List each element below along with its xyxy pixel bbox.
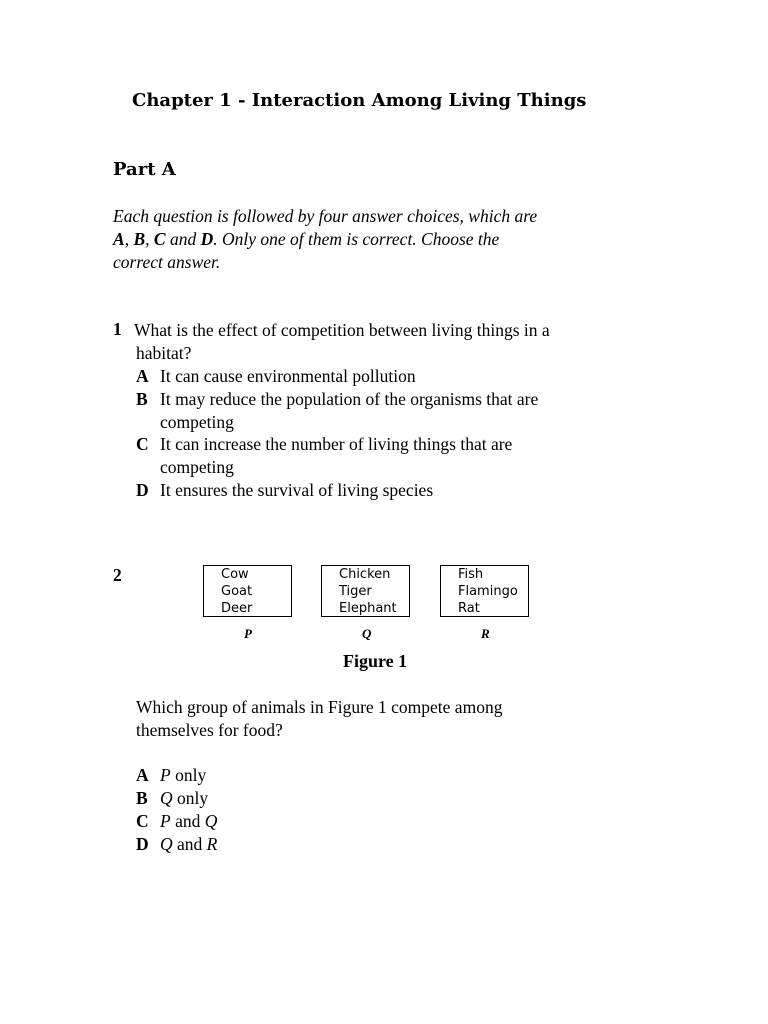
question-2-option-a[interactable]: A P only (136, 765, 207, 785)
question-2-stem: Which group of animals in Figure 1 compete among themselves for food? (136, 697, 503, 740)
question-2-number: 2 (113, 565, 122, 585)
question-1-stem: What is the effect of competition between living things in a habitat? (134, 320, 550, 363)
figure-box-p: Cow Goat Deer (203, 565, 292, 617)
figure-box-q: Chicken Tiger Elephant (321, 565, 410, 617)
question-1-number: 1 (113, 319, 122, 339)
question-1-option-d[interactable]: D It ensures the survival of living species (136, 480, 434, 500)
part-heading: Part A (113, 159, 176, 180)
chapter-title: Chapter 1 - Interaction Among Living Things (132, 90, 587, 111)
instructions (113, 205, 673, 274)
question-1-option-c[interactable]: C It can increase the number of living things that are competing (136, 434, 513, 477)
instructions-line-3: correct answer. (113, 252, 221, 272)
figure-box-label-p: P (244, 626, 252, 641)
question-2-option-b[interactable]: B Q only (136, 788, 209, 808)
question-2-option-c[interactable]: C P and Q (136, 811, 218, 831)
figure-box-r: Fish Flamingo Rat (440, 565, 529, 617)
instructions-line-2: A, B, C and D. Only one of them is correct. Choose the (113, 229, 500, 249)
figure-box-label-r: R (481, 626, 490, 641)
question-1-option-a[interactable]: A It can cause environmental pollution (136, 366, 416, 386)
instructions-line-1: Each question is followed by four answer choices, which are (113, 206, 538, 226)
figure-box-label-q: Q (362, 626, 372, 641)
figure-caption: Figure 1 (343, 651, 408, 671)
question-2-option-d[interactable]: D Q and R (136, 834, 218, 854)
question-1-option-b[interactable]: B It may reduce the population of the organisms that are competing (136, 389, 539, 432)
